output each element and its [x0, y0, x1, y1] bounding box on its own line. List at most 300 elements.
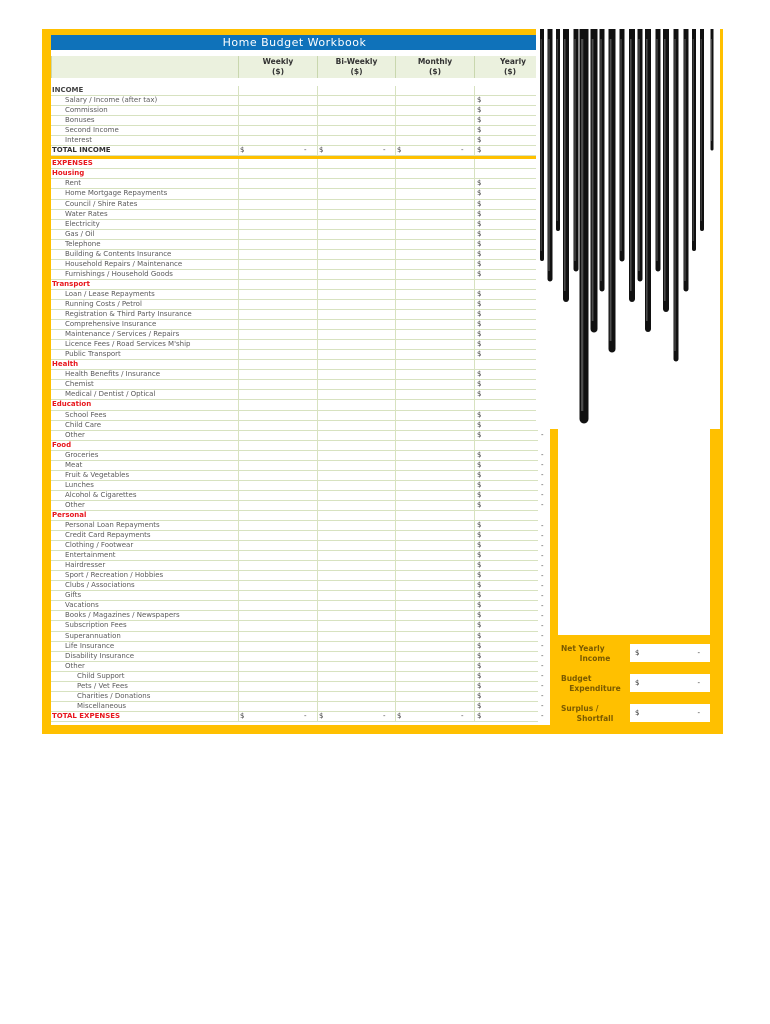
- expense-row: [51, 521, 538, 531]
- cell-divider: [395, 411, 396, 420]
- summary-label: Surplus / Shortfall: [561, 704, 614, 723]
- cell-divider: [474, 662, 475, 671]
- cell-divider: [395, 116, 396, 125]
- cell-divider: [474, 682, 475, 691]
- expense-row: [51, 290, 538, 300]
- cell-divider: [238, 642, 239, 651]
- yearly-currency: $: [477, 219, 482, 228]
- cell-divider: [317, 561, 318, 570]
- cell-divider: [317, 400, 318, 409]
- cell-divider: [317, 240, 318, 249]
- row-label: Furnishings / Household Goods: [65, 269, 173, 278]
- cell-divider: [317, 380, 318, 389]
- yearly-value: -: [541, 591, 544, 600]
- income-row: [51, 106, 538, 116]
- overflow-column-bottom: [538, 428, 550, 725]
- yearly-currency: $: [477, 541, 482, 550]
- cell-divider: [317, 210, 318, 219]
- cell-divider: [474, 159, 475, 168]
- expense-row: [51, 230, 538, 240]
- cell-divider: [238, 270, 239, 279]
- cell-divider: [474, 591, 475, 600]
- cell-divider: [317, 220, 318, 229]
- cell-divider: [238, 250, 239, 259]
- yearly-currency: $: [477, 136, 482, 145]
- dripping-ink-graphic: [536, 29, 720, 429]
- yearly-currency: $: [477, 480, 482, 489]
- budget-sheet: [51, 35, 538, 725]
- cell-divider: [317, 481, 318, 490]
- expense-row: [51, 250, 538, 260]
- row-label: Credit Card Repayments: [65, 531, 151, 540]
- cell-divider: [317, 116, 318, 125]
- yearly-currency: $: [477, 239, 482, 248]
- cell-divider: [317, 200, 318, 209]
- cell-divider: [317, 571, 318, 580]
- cell-divider: [474, 411, 475, 420]
- cell-divider: [238, 370, 239, 379]
- yearly-value: -: [541, 521, 544, 530]
- expense-row: [51, 370, 538, 380]
- yearly-currency: $: [477, 410, 482, 419]
- total-income-row: [51, 146, 538, 156]
- cell-divider: [395, 106, 396, 115]
- cell-divider: [395, 431, 396, 440]
- yearly-currency: $: [477, 581, 482, 590]
- row-label: Commission: [65, 106, 108, 115]
- total-value: -: [461, 146, 464, 155]
- cell-divider: [474, 86, 475, 95]
- total-value: -: [304, 711, 307, 720]
- cell-divider: [238, 179, 239, 188]
- total-currency: $: [319, 146, 324, 155]
- cell-divider: [317, 501, 318, 510]
- yearly-currency: $: [477, 641, 482, 650]
- expense-row: [51, 390, 538, 400]
- cell-divider: [238, 441, 239, 450]
- yearly-currency: $: [477, 269, 482, 278]
- expense-row: [51, 240, 538, 250]
- row-label: Clubs / Associations: [65, 581, 135, 590]
- cell-divider: [317, 126, 318, 135]
- yearly-value: -: [541, 491, 544, 500]
- cell-divider: [238, 320, 239, 329]
- yearly-currency: $: [477, 681, 482, 690]
- cell-divider: [317, 652, 318, 661]
- yearly-currency: $: [477, 430, 482, 439]
- total-currency: $: [397, 146, 402, 155]
- cell-divider: [474, 370, 475, 379]
- cell-divider: [395, 571, 396, 580]
- row-label: Books / Magazines / Newspapers: [65, 611, 180, 620]
- cell-divider: [317, 350, 318, 359]
- total-currency: $: [319, 711, 324, 720]
- row-label: Second Income: [65, 126, 119, 135]
- cell-divider: [474, 541, 475, 550]
- expense-row: [51, 310, 538, 320]
- yearly-value: -: [541, 451, 544, 460]
- cell-divider: [474, 471, 475, 480]
- cell-divider: [238, 210, 239, 219]
- cell-divider: [317, 146, 318, 155]
- cell-divider: [317, 471, 318, 480]
- cell-divider: [474, 481, 475, 490]
- cell-divider: [238, 310, 239, 319]
- expense-row: [51, 179, 538, 189]
- cell-divider: [395, 280, 396, 289]
- cell-divider: [395, 390, 396, 399]
- cell-divider: [317, 531, 318, 540]
- cell-divider: [395, 621, 396, 630]
- row-label: Groceries: [65, 450, 99, 459]
- cell-divider: [238, 511, 239, 520]
- expense-row: [51, 541, 538, 551]
- yearly-value: -: [541, 501, 544, 510]
- row-label: Disability Insurance: [65, 651, 135, 660]
- yearly-currency: $: [477, 561, 482, 570]
- cell-divider: [238, 662, 239, 671]
- row-label: Rent: [65, 179, 82, 188]
- expense-row: [51, 451, 538, 461]
- cell-divider: [238, 260, 239, 269]
- expense-row: [51, 571, 538, 581]
- column-header-yearly: Yearly ($): [474, 56, 538, 78]
- cell-divider: [395, 320, 396, 329]
- yearly-value: -: [541, 702, 544, 711]
- expense-row: [51, 200, 538, 210]
- yearly-currency: $: [477, 96, 482, 105]
- cell-divider: [395, 200, 396, 209]
- row-label: Child Care: [65, 420, 102, 429]
- expense-row: [51, 210, 538, 220]
- row-label: Electricity: [65, 219, 100, 228]
- yearly-value: -: [541, 692, 544, 701]
- yearly-value: -: [541, 461, 544, 470]
- cell-divider: [317, 86, 318, 95]
- cell-divider: [474, 260, 475, 269]
- cell-divider: [317, 310, 318, 319]
- cell-divider: [395, 481, 396, 490]
- cell-divider: [395, 682, 396, 691]
- row-label: Life Insurance: [65, 641, 115, 650]
- cell-divider: [238, 240, 239, 249]
- cell-divider: [395, 551, 396, 560]
- yearly-currency: $: [477, 330, 482, 339]
- cell-divider: [474, 621, 475, 630]
- income-row: [51, 126, 538, 136]
- row-label: TOTAL EXPENSES: [52, 711, 121, 720]
- cell-divider: [317, 189, 318, 198]
- column-headers: [51, 56, 538, 78]
- yearly-currency: $: [477, 450, 482, 459]
- yearly-currency: $: [477, 591, 482, 600]
- cell-divider: [395, 370, 396, 379]
- row-label: Housing: [52, 169, 85, 178]
- category-heading: [51, 169, 538, 179]
- cell-divider: [317, 96, 318, 105]
- cell-divider: [238, 652, 239, 661]
- cell-divider: [317, 491, 318, 500]
- cell-divider: [238, 116, 239, 125]
- cell-divider: [395, 712, 396, 721]
- cell-divider: [395, 159, 396, 168]
- cell-divider: [474, 501, 475, 510]
- yearly-currency: $: [477, 370, 482, 379]
- cell-divider: [317, 250, 318, 259]
- cell-divider: [395, 581, 396, 590]
- cell-divider: [474, 340, 475, 349]
- yearly-currency: $: [477, 116, 482, 125]
- expense-row: [51, 551, 538, 561]
- row-label: Personal: [52, 510, 87, 519]
- row-label: Personal Loan Repayments: [65, 521, 160, 530]
- row-label: Comprehensive Insurance: [65, 320, 157, 329]
- cell-divider: [317, 431, 318, 440]
- expense-subrow: [51, 692, 538, 702]
- yearly-currency: $: [477, 209, 482, 218]
- cell-divider: [474, 106, 475, 115]
- cell-divider: [474, 390, 475, 399]
- cell-divider: [317, 169, 318, 178]
- cell-divider: [474, 521, 475, 530]
- cell-divider: [395, 441, 396, 450]
- expense-row: [51, 300, 538, 310]
- row-label: Child Support: [77, 671, 125, 680]
- cell-divider: [238, 591, 239, 600]
- yearly-currency: $: [477, 551, 482, 560]
- yearly-currency: $: [477, 179, 482, 188]
- cell-divider: [238, 86, 239, 95]
- yearly-value: -: [541, 571, 544, 580]
- row-label: Food: [52, 440, 72, 449]
- cell-divider: [317, 541, 318, 550]
- cell-divider: [474, 146, 475, 155]
- cell-divider: [317, 591, 318, 600]
- row-label: TOTAL INCOME: [52, 146, 111, 155]
- total-value: -: [461, 711, 464, 720]
- cell-divider: [238, 682, 239, 691]
- cell-divider: [238, 501, 239, 510]
- yearly-value: -: [541, 531, 544, 540]
- cell-divider: [317, 672, 318, 681]
- cell-divider: [474, 642, 475, 651]
- cell-divider: [395, 601, 396, 610]
- row-label: Pets / Vet Fees: [77, 681, 128, 690]
- cell-divider: [238, 350, 239, 359]
- cell-divider: [395, 561, 396, 570]
- row-label: Transport: [52, 279, 90, 288]
- cell-divider: [238, 146, 239, 155]
- yearly-value: -: [541, 471, 544, 480]
- row-label: INCOME: [52, 86, 84, 94]
- yearly-value: -: [541, 551, 544, 560]
- cell-divider: [238, 290, 239, 299]
- column-header-weekly: Weekly ($): [238, 56, 317, 78]
- total-value: -: [383, 146, 386, 155]
- budget-rows: [51, 86, 538, 722]
- cell-divider: [238, 126, 239, 135]
- cell-divider: [395, 126, 396, 135]
- yearly-currency: $: [477, 289, 482, 298]
- yearly-currency: $: [477, 500, 482, 509]
- cell-divider: [474, 571, 475, 580]
- cell-divider: [474, 632, 475, 641]
- cell-divider: [238, 189, 239, 198]
- row-label: Health: [52, 360, 79, 369]
- expense-subrow: [51, 672, 538, 682]
- row-label: Loan / Lease Repayments: [65, 289, 155, 298]
- cell-divider: [474, 200, 475, 209]
- cell-divider: [317, 692, 318, 701]
- row-label: Other: [65, 430, 85, 439]
- cell-divider: [395, 179, 396, 188]
- cell-divider: [238, 220, 239, 229]
- row-label: Subscription Fees: [65, 621, 127, 630]
- cell-divider: [317, 601, 318, 610]
- cell-divider: [238, 451, 239, 460]
- cell-divider: [474, 561, 475, 570]
- row-label: Registration & Third Party Insurance: [65, 310, 192, 319]
- expense-row: [51, 491, 538, 501]
- cell-divider: [474, 280, 475, 289]
- total-value: -: [304, 146, 307, 155]
- cell-divider: [395, 350, 396, 359]
- yearly-value: -: [541, 611, 544, 620]
- yearly-currency: $: [477, 299, 482, 308]
- cell-divider: [238, 159, 239, 168]
- cell-divider: [474, 250, 475, 259]
- row-label: Bonuses: [65, 116, 95, 125]
- summary-panel-background: [558, 428, 710, 635]
- yearly-currency: $: [477, 380, 482, 389]
- yearly-currency: $: [477, 189, 482, 198]
- cell-divider: [317, 662, 318, 671]
- cell-divider: [317, 421, 318, 430]
- cell-divider: [238, 561, 239, 570]
- expense-row: [51, 421, 538, 431]
- yearly-currency: $: [477, 199, 482, 208]
- cell-divider: [238, 621, 239, 630]
- cell-divider: [395, 692, 396, 701]
- cell-divider: [238, 581, 239, 590]
- yearly-currency: $: [477, 420, 482, 429]
- summary-value-box: $ -: [630, 704, 710, 722]
- cell-divider: [395, 189, 396, 198]
- cell-divider: [238, 96, 239, 105]
- yearly-value: -: [541, 682, 544, 691]
- yearly-currency: $: [477, 691, 482, 700]
- summary-value-box: $ -: [630, 674, 710, 692]
- total-currency: $: [240, 146, 245, 155]
- cell-divider: [395, 270, 396, 279]
- row-label: Maintenance / Services / Repairs: [65, 330, 180, 339]
- cell-divider: [317, 270, 318, 279]
- expense-row: [51, 632, 538, 642]
- row-label: Entertainment: [65, 551, 116, 560]
- cell-divider: [395, 330, 396, 339]
- row-label: Medical / Dentist / Optical: [65, 390, 156, 399]
- cell-divider: [395, 451, 396, 460]
- column-header-biweekly: Bi-Weekly ($): [317, 56, 395, 78]
- cell-divider: [238, 380, 239, 389]
- yearly-currency: $: [477, 631, 482, 640]
- cell-divider: [474, 136, 475, 145]
- cell-divider: [395, 230, 396, 239]
- yearly-currency: $: [477, 671, 482, 680]
- cell-divider: [238, 330, 239, 339]
- yearly-value: -: [541, 672, 544, 681]
- cell-divider: [317, 370, 318, 379]
- cell-divider: [395, 421, 396, 430]
- cell-divider: [395, 210, 396, 219]
- cell-divider: [395, 662, 396, 671]
- summary-label: Budget Expenditure: [561, 674, 621, 693]
- cell-divider: [395, 632, 396, 641]
- yearly-currency: $: [477, 531, 482, 540]
- expense-row: [51, 581, 538, 591]
- cell-divider: [238, 672, 239, 681]
- cell-divider: [238, 169, 239, 178]
- cell-divider: [238, 601, 239, 610]
- cell-divider: [474, 491, 475, 500]
- cell-divider: [474, 692, 475, 701]
- cell-divider: [474, 116, 475, 125]
- cell-divider: [395, 591, 396, 600]
- yearly-value: -: [541, 541, 544, 550]
- total-currency: $: [477, 711, 482, 720]
- yearly-currency: $: [477, 701, 482, 710]
- expense-row: [51, 591, 538, 601]
- total-currency: $: [397, 711, 402, 720]
- cell-divider: [317, 611, 318, 620]
- row-label: Hairdresser: [65, 561, 106, 570]
- yearly-currency: $: [477, 521, 482, 530]
- cell-divider: [317, 461, 318, 470]
- cell-divider: [238, 541, 239, 550]
- expense-row: [51, 350, 538, 360]
- cell-divider: [317, 451, 318, 460]
- yearly-value: -: [541, 662, 544, 671]
- cell-divider: [474, 451, 475, 460]
- row-label: Water Rates: [65, 209, 108, 218]
- expense-row: [51, 611, 538, 621]
- summary-value-box: $ -: [630, 644, 710, 662]
- cell-divider: [317, 390, 318, 399]
- yearly-currency: $: [477, 611, 482, 620]
- cell-divider: [474, 169, 475, 178]
- cell-divider: [474, 672, 475, 681]
- cell-divider: [395, 491, 396, 500]
- row-label: Interest: [65, 136, 92, 145]
- cell-divider: [238, 421, 239, 430]
- cell-divider: [474, 290, 475, 299]
- cell-divider: [317, 330, 318, 339]
- cell-divider: [317, 159, 318, 168]
- cell-divider: [317, 300, 318, 309]
- cell-divider: [474, 270, 475, 279]
- category-heading: [51, 280, 538, 290]
- expenses-heading: [51, 159, 538, 169]
- cell-divider: [317, 702, 318, 711]
- cell-divider: [317, 551, 318, 560]
- cell-divider: [395, 146, 396, 155]
- cell-divider: [474, 240, 475, 249]
- cell-divider: [474, 712, 475, 721]
- cell-divider: [474, 611, 475, 620]
- category-heading: [51, 511, 538, 521]
- cell-divider: [238, 481, 239, 490]
- expense-row: [51, 220, 538, 230]
